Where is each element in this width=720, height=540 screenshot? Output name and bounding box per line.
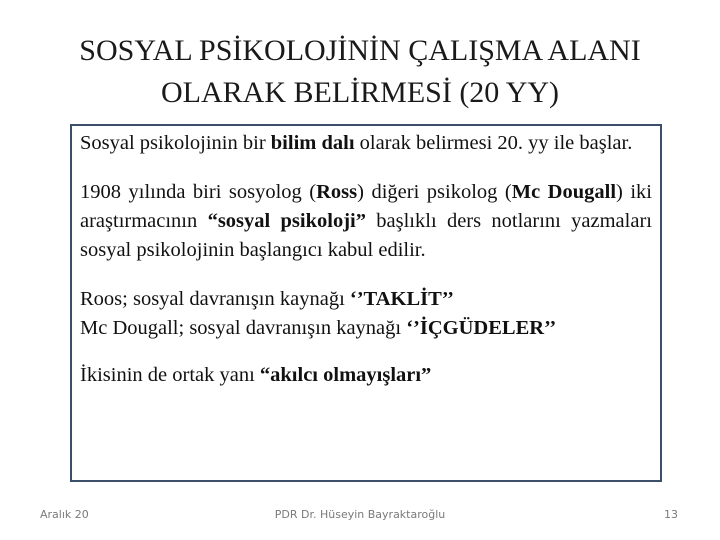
paragraph-definition <box>80 129 652 158</box>
bold-text: “sosyal psikoloji” <box>207 210 366 232</box>
bold-text: “akılcı olmayışları” <box>259 364 432 386</box>
text-run: Mc Dougall; sosyal davranışın kaynağı <box>80 317 407 339</box>
text-run: başlıklı ders notlarını yazmaları sosyal psikolojinin başlangıcı kabul edilir. <box>80 210 652 261</box>
bold-text: bilim dalı <box>270 132 355 154</box>
text-run: olarak belirmesi 20. yy ile başlar. <box>354 132 633 154</box>
text-run: ) diğeri psikolog ( <box>357 181 512 203</box>
paragraph-common <box>80 361 652 390</box>
bold-text: ‘’TAKLİT’’ <box>349 288 454 310</box>
slide-title <box>20 30 700 114</box>
text-run: İkisinin de ortak yanı <box>80 364 260 386</box>
content-box <box>70 124 662 482</box>
bold-text: Ross <box>316 181 358 203</box>
footer-date: Aralık 20 <box>40 508 89 521</box>
text-run: Sosyal psikolojinin bir <box>80 132 271 154</box>
paragraph-history <box>80 178 652 265</box>
footer-page-number: 13 <box>664 508 678 521</box>
paragraph-sources <box>80 285 652 343</box>
slide-title-line-1: SOSYAL PSİKOLOJİNİN ÇALIŞMA ALANI <box>79 34 641 67</box>
footer-author: PDR Dr. Hüseyin Bayraktaroğlu <box>274 508 446 521</box>
slide-title-line-2: OLARAK BELİRMESİ (20 YY) <box>160 76 560 109</box>
text-run: ) iki araştırmacının <box>80 181 652 232</box>
bold-text: ‘’İÇGÜDELER’’ <box>406 317 557 339</box>
text-run: Roos; sosyal davranışın kaynağı <box>80 288 350 310</box>
text-run: 1908 yılında biri sosyolog ( <box>80 181 317 203</box>
bold-text: Mc Dougall <box>511 181 617 203</box>
